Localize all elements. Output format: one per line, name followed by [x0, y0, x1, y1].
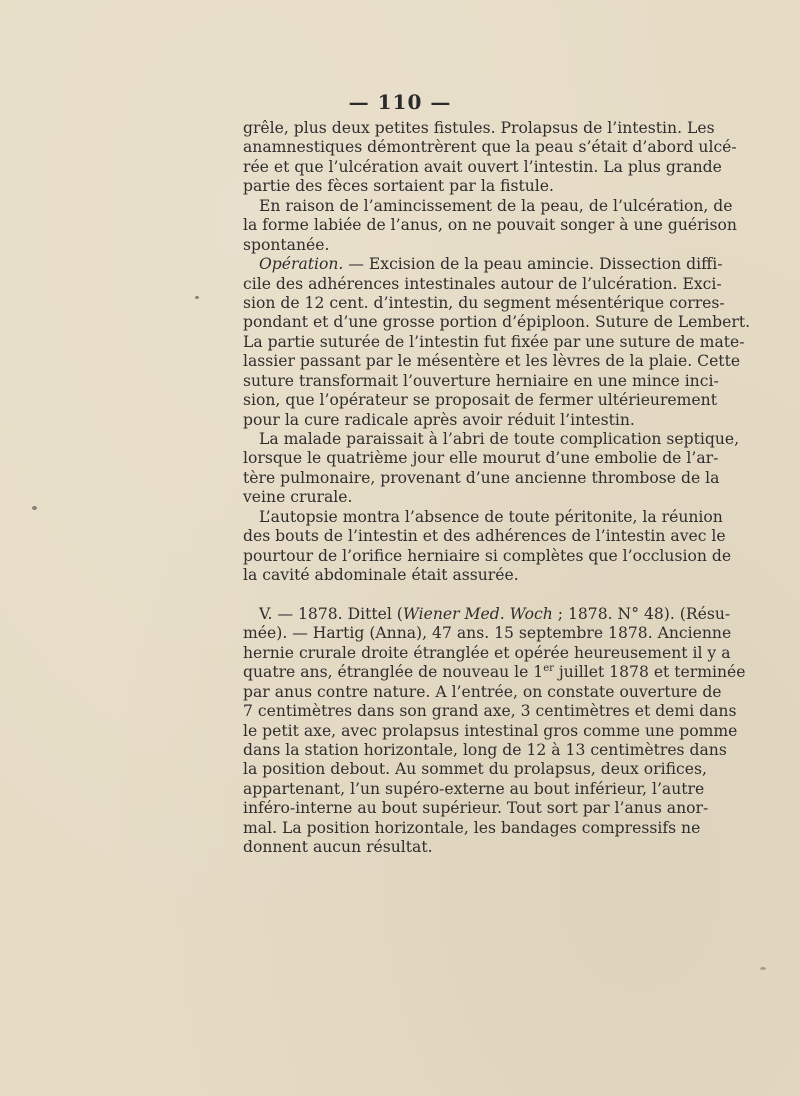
text-line: lassier passant par le mésentère et les lèvres de la plaie. Cette: [243, 352, 741, 371]
text-line: La malade paraissait à l’abri de toute complication septique,: [259, 430, 740, 448]
text-line: V. — 1878. Dittel (Wiener Med. Woch ; 1878. N° 48). (Résu-: [259, 604, 731, 623]
text-line: sion de 12 cent. d’intestin, du segment mésentérique corres-: [243, 293, 725, 312]
text-line: donnent aucun résultat.: [243, 838, 433, 857]
text-line: tère pulmonaire, provenant d’une ancienne thrombose de la: [243, 468, 720, 487]
text-line: La partie suturée de l’intestin fut fixée par une suture de mate-: [243, 332, 745, 351]
text-line: pour la cure radicale après avoir réduit l’intestin.: [243, 410, 635, 429]
paragraph-gap: [243, 586, 681, 605]
text-line: des bouts de l’intestin et des adhérences de l’intestin avec le: [243, 527, 726, 546]
text-line: sion, que l’opérateur se proposait de fermer ultérieurement: [243, 391, 717, 410]
ink-speck: [32, 506, 37, 510]
text-line: le petit axe, avec prolapsus intestinal gros comme une pomme: [243, 721, 738, 740]
ink-speck: [760, 967, 766, 970]
body-text: [243, 119, 751, 858]
text-line: 7 centimètres dans son grand axe, 3 centimètres et demi dans: [243, 702, 737, 721]
text-line: suture transformait l’ouverture herniaire en une mince inci-: [243, 371, 719, 390]
text-line: partie des fèces sortaient par la fistule.: [243, 177, 554, 196]
text-line: rée et que l’ulcération avait ouvert l’intestin. La plus grande: [243, 157, 722, 176]
text-line: Opération. — Excision de la peau amincie. Dissection diffi-: [259, 255, 723, 274]
text-line: la position debout. Au sommet du prolapsus, deux orifices,: [243, 760, 707, 779]
page-number: — 110 —: [348, 90, 452, 114]
text-line: la cavité abdominale était assurée.: [243, 566, 519, 585]
text-line: grêle, plus deux petites fistules. Prolapsus de l’intestin. Les: [243, 119, 715, 137]
text-line: quatre ans, étranglée de nouveau le 1er juillet 1878 et terminée: [243, 663, 746, 682]
text-line: appartenant, l’un supéro-externe au bout inférieur, l’autre: [243, 779, 705, 798]
text-line: lorsque le quatrième jour elle mourut d’une embolie de l’ar-: [243, 449, 719, 468]
text-line: L’autopsie montra l’absence de toute péritonite, la réunion: [259, 507, 723, 526]
ink-speck: [195, 296, 199, 299]
text-line: pondant et d’une grosse portion d’épiploon. Suture de Lembert.: [243, 313, 751, 332]
text-line: anamnestiques démontrèrent que la peau s’était d’abord ulcé-: [243, 138, 737, 157]
text-line: mée). — Hartig (Anna), 47 ans. 15 septembre 1878. Ancienne: [243, 624, 732, 643]
text-line: dans la station horizontale, long de 12 à 13 centimètres dans: [243, 741, 727, 759]
text-line: veine crurale.: [243, 488, 353, 507]
text-line: cile des adhérences intestinales autour de l’ulcération. Exci-: [243, 274, 722, 293]
text-line: par anus contre nature. A l’entrée, on constate ouverture de: [243, 682, 722, 701]
text-line: hernie crurale droite étranglée et opérée heureusement il y a: [243, 643, 731, 662]
text-line: pourtour de l’orifice herniaire si complètes que l’occlusion de: [243, 546, 732, 565]
text-line: spontanée.: [243, 235, 330, 254]
text-line: la forme labiée de l’anus, on ne pouvait songer à une guérison: [243, 216, 737, 235]
text-line: mal. La position horizontale, les bandages compressifs ne: [243, 818, 701, 837]
text-line: En raison de l’amincissement de la peau, de l’ulcération, de: [259, 196, 733, 215]
text-line: inféro-interne au bout supérieur. Tout sort par l’anus anor-: [243, 799, 709, 818]
